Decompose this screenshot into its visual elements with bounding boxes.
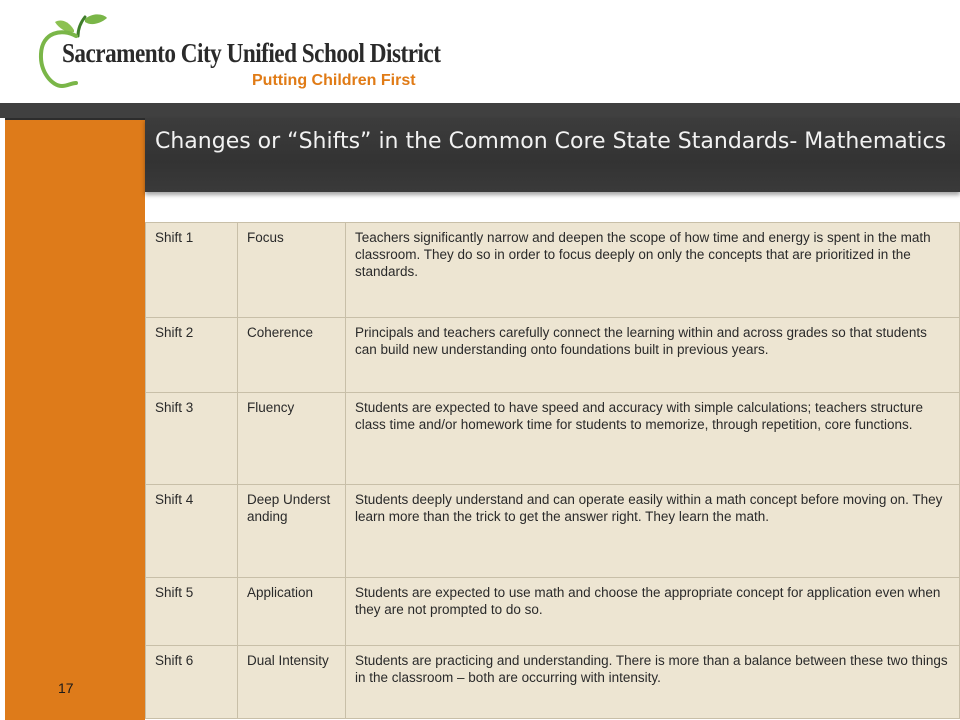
- table-row: [146, 318, 960, 393]
- tagline: Putting Children First: [252, 72, 416, 89]
- shift-name: Application: [238, 578, 346, 646]
- table-row: [146, 578, 960, 646]
- shift-label: Shift 2: [146, 318, 238, 393]
- shift-description: Principals and teachers carefully connect the learning within and across grades so that students can build new understanding onto foundations built in previous years.: [346, 318, 960, 393]
- page-number: 17: [58, 680, 74, 696]
- shift-description: Students are expected to have speed and accuracy with simple calculations; teachers structure class time and/or homework time for students to memorize, through repetition, core functions.: [346, 393, 960, 485]
- shift-name: Dual Intensity: [238, 646, 346, 719]
- shift-label: Shift 6: [146, 646, 238, 719]
- district-name: Sacramento City Unified School District: [62, 38, 441, 68]
- orange-sidebar: [0, 120, 145, 720]
- slide-title: Changes or “Shifts” in the Common Core State Standards- Mathematics: [155, 129, 947, 154]
- table-row: [146, 485, 960, 578]
- shift-description: Students are expected to use math and choose the appropriate concept for application even when they are not prompted to do so.: [346, 578, 960, 646]
- table-row: [146, 393, 960, 485]
- table-row: [146, 223, 960, 318]
- shift-description: Teachers significantly narrow and deepen the scope of how time and energy is spent in the math classroom. They do so in order to focus deeply on only the concepts that are prioritized in the standards.: [346, 223, 960, 318]
- shift-name: Focus: [238, 223, 346, 318]
- shift-label: Shift 1: [146, 223, 238, 318]
- shift-label: Shift 5: [146, 578, 238, 646]
- shift-description: Students deeply understand and can operate easily within a math concept before moving on. They learn more than the trick to get the answer right. They learn the math.: [346, 485, 960, 578]
- shifts-table: [145, 222, 960, 719]
- sidebar-edge: [0, 118, 5, 720]
- shift-label: Shift 3: [146, 393, 238, 485]
- shift-name: Fluency: [238, 393, 346, 485]
- shift-name: Coherence: [238, 318, 346, 393]
- shift-description: Students are practicing and understanding. There is more than a balance between these two things in the classroom – both are occurring with intensity.: [346, 646, 960, 719]
- shift-name: Deep Understanding: [238, 485, 346, 578]
- header: [0, 0, 960, 103]
- shift-label: Shift 4: [146, 485, 238, 578]
- table-row: [146, 646, 960, 719]
